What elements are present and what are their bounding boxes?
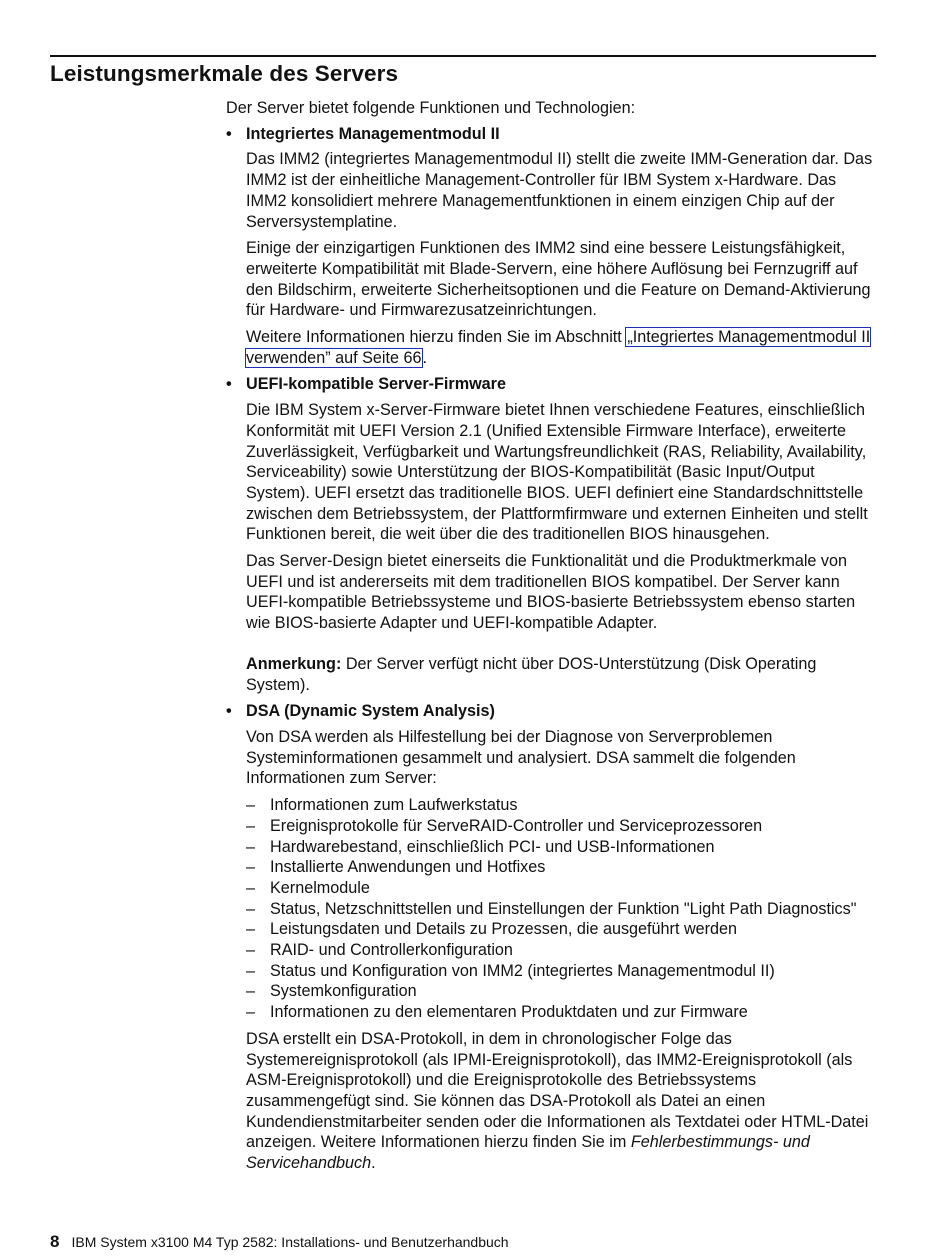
list-item [246, 837, 878, 858]
feature-imm2 [226, 124, 878, 369]
list-item-text: Systemkonfiguration [270, 982, 417, 1001]
dash-mark: – [246, 796, 256, 815]
feature-uefi [226, 374, 878, 695]
list-item [246, 899, 878, 920]
list-item-text: Leistungsdaten und Details zu Prozessen, die ausgeführt werden [270, 920, 738, 939]
uefi-paragraph-1: Die IBM System x-Server-Firmware bietet Ihnen verschiedene Features, einschließlich Konformität mit UEFI Version 2.1 (Unified Extensible Firmware Interface), erweiterte Zuverlässigkeit, Verfügbarkeit und Wartungsfreundlichkeit (RAS, Reliability, Availability, Serviceability) sowie Unterstützung der BIOS-Kompatibilität (Basic Input/Output System). UEFI ersetzt das traditionelle BIOS. UEFI definiert eine Standardschnittstelle zwischen dem Betriebssystem, der Plattformfirmware und externen Einheiten und stellt Funktionen bereit, die weit über die des traditionellen BIOS hinausgehen. [246, 401, 868, 544]
feature-list [226, 124, 878, 1174]
imm2-para3-prefix: Weitere Informationen hierzu finden Sie im Abschnitt [246, 328, 627, 347]
intro-text: Der Server bietet folgende Funktionen und Technologien: [226, 99, 636, 117]
uefi-paragraph-2: Das Server-Design bietet einerseits die Funktionalität und die Produktmerkmale von UEFI und ist andererseits mit dem traditionellen BIOS kompatibel. Der Server kann UEFI-kompatible Betriebssysteme und BIOS-basierte Betriebssystem ebenso starten wie BIOS-basierte Adapter und UEFI-kompatible Adapter. [246, 552, 856, 633]
dash-mark: – [246, 858, 256, 877]
dash-mark: – [246, 982, 256, 1001]
list-item [246, 857, 878, 878]
uefi-note [246, 654, 878, 695]
list-item [246, 795, 878, 816]
note-label: Anmerkung: [246, 654, 342, 673]
cross-reference-link[interactable]: „Integriertes Managementmodul II verwenden” auf Seite 66 [246, 328, 871, 367]
dash-mark: – [246, 961, 256, 980]
list-item [246, 961, 878, 982]
page-title: Leistungsmerkmale des Servers [50, 61, 399, 86]
imm2-para3-suffix: . [422, 348, 427, 367]
list-item-text: RAID- und Controllerkonfiguration [270, 941, 513, 960]
feature-title-dsa: DSA (Dynamic System Analysis) [246, 702, 495, 721]
top-rule [50, 55, 876, 57]
list-item [246, 919, 878, 940]
bullet-mark: • [226, 702, 232, 721]
handbook-title: Fehlerbestimmungs- und Servicehandbuch [246, 1133, 810, 1173]
dsa-para2-suffix: . [371, 1154, 376, 1173]
list-item-text: Kernelmodule [270, 878, 370, 897]
dsa-para2-prefix: DSA erstellt ein DSA-Protokoll, in dem in chronologischer Folge das Systemereignisprotokoll (als IPMI-Ereignisprotokoll), das IMM2-Ereignisprotokoll (als ASM-Ereignisprotokoll) und die Ereignisprotokolle des Betriebssystems zusammengefügt sind. Sie können das DSA-Protokoll als Datei an einen Kundendienstmitarbeiter senden oder die Informationen als Textdatei oder HTML-Datei anzeigen. Weitere Informationen hierzu finden Sie im [246, 1029, 869, 1152]
list-item [246, 981, 878, 1002]
dash-mark: – [246, 941, 256, 960]
list-item-text: Installierte Anwendungen und Hotfixes [270, 858, 546, 877]
main-content [226, 98, 878, 1180]
page-number: 8 [50, 1232, 60, 1251]
bullet-mark: • [226, 124, 232, 143]
bullet-mark: • [226, 375, 232, 394]
page-footer [50, 1232, 509, 1252]
feature-dsa [226, 701, 878, 1173]
list-item-text: Hardwarebestand, einschließlich PCI- und USB-Informationen [270, 837, 715, 856]
dash-mark: – [246, 837, 256, 856]
feature-title-imm2: Integriertes Managementmodul II [246, 124, 500, 143]
list-item [246, 1002, 878, 1023]
imm2-paragraph-3 [246, 327, 878, 368]
dash-mark: – [246, 920, 256, 939]
dash-mark: – [246, 816, 256, 835]
note-text: Der Server verfügt nicht über DOS-Unterstützung (Disk Operating System). [246, 654, 817, 694]
list-item-text: Informationen zum Laufwerkstatus [270, 796, 518, 815]
list-item-text: Ereignisprotokolle für ServeRAID-Controller und Serviceprozessoren [270, 816, 763, 835]
dash-mark: – [246, 878, 256, 897]
feature-title-uefi: UEFI-kompatible Server-Firmware [246, 375, 506, 394]
dsa-paragraph-2 [246, 1029, 878, 1174]
list-item [246, 816, 878, 837]
dash-mark: – [246, 1003, 256, 1022]
imm2-paragraph-2: Einige der einzigartigen Funktionen des IMM2 sind eine bessere Leistungsfähigkeit, erweiterte Kompatibilität mit Blade-Servern, eine höhere Auflösung bei Fernzugriff auf den Bildschirm, erweiterte Sicherheitsoptionen und die Feature on Demand-Aktivierung für Hardware- und Firmwarezusatzeinrichtungen. [246, 239, 871, 320]
dsa-info-list [246, 795, 878, 1023]
dash-mark: – [246, 899, 256, 918]
footer-text: IBM System x3100 M4 Typ 2582: Installations- und Benutzerhandbuch [71, 1234, 509, 1250]
dsa-paragraph-1: Von DSA werden als Hilfestellung bei der Diagnose von Serverproblemen Systeminformationen gesammelt und analysiert. DSA sammelt die folgenden Informationen zum Server: [246, 727, 796, 788]
imm2-paragraph-1: Das IMM2 (integriertes Managementmodul II) stellt die zweite IMM-Generation dar. Das IMM2 ist der einheitliche Management-Controller für IBM System x-Hardware. Das IMM2 konsolidiert mehrere Managementfunktionen in einem einzigen Chip auf der Serversystemplatine. [246, 150, 873, 231]
list-item-text: Informationen zu den elementaren Produktdaten und zur Firmware [270, 1003, 748, 1022]
list-item [246, 878, 878, 899]
list-item [246, 940, 878, 961]
list-item-text: Status, Netzschnittstellen und Einstellungen der Funktion "Light Path Diagnostics" [270, 899, 857, 918]
list-item-text: Status und Konfiguration von IMM2 (integriertes Managementmodul II) [270, 961, 775, 980]
